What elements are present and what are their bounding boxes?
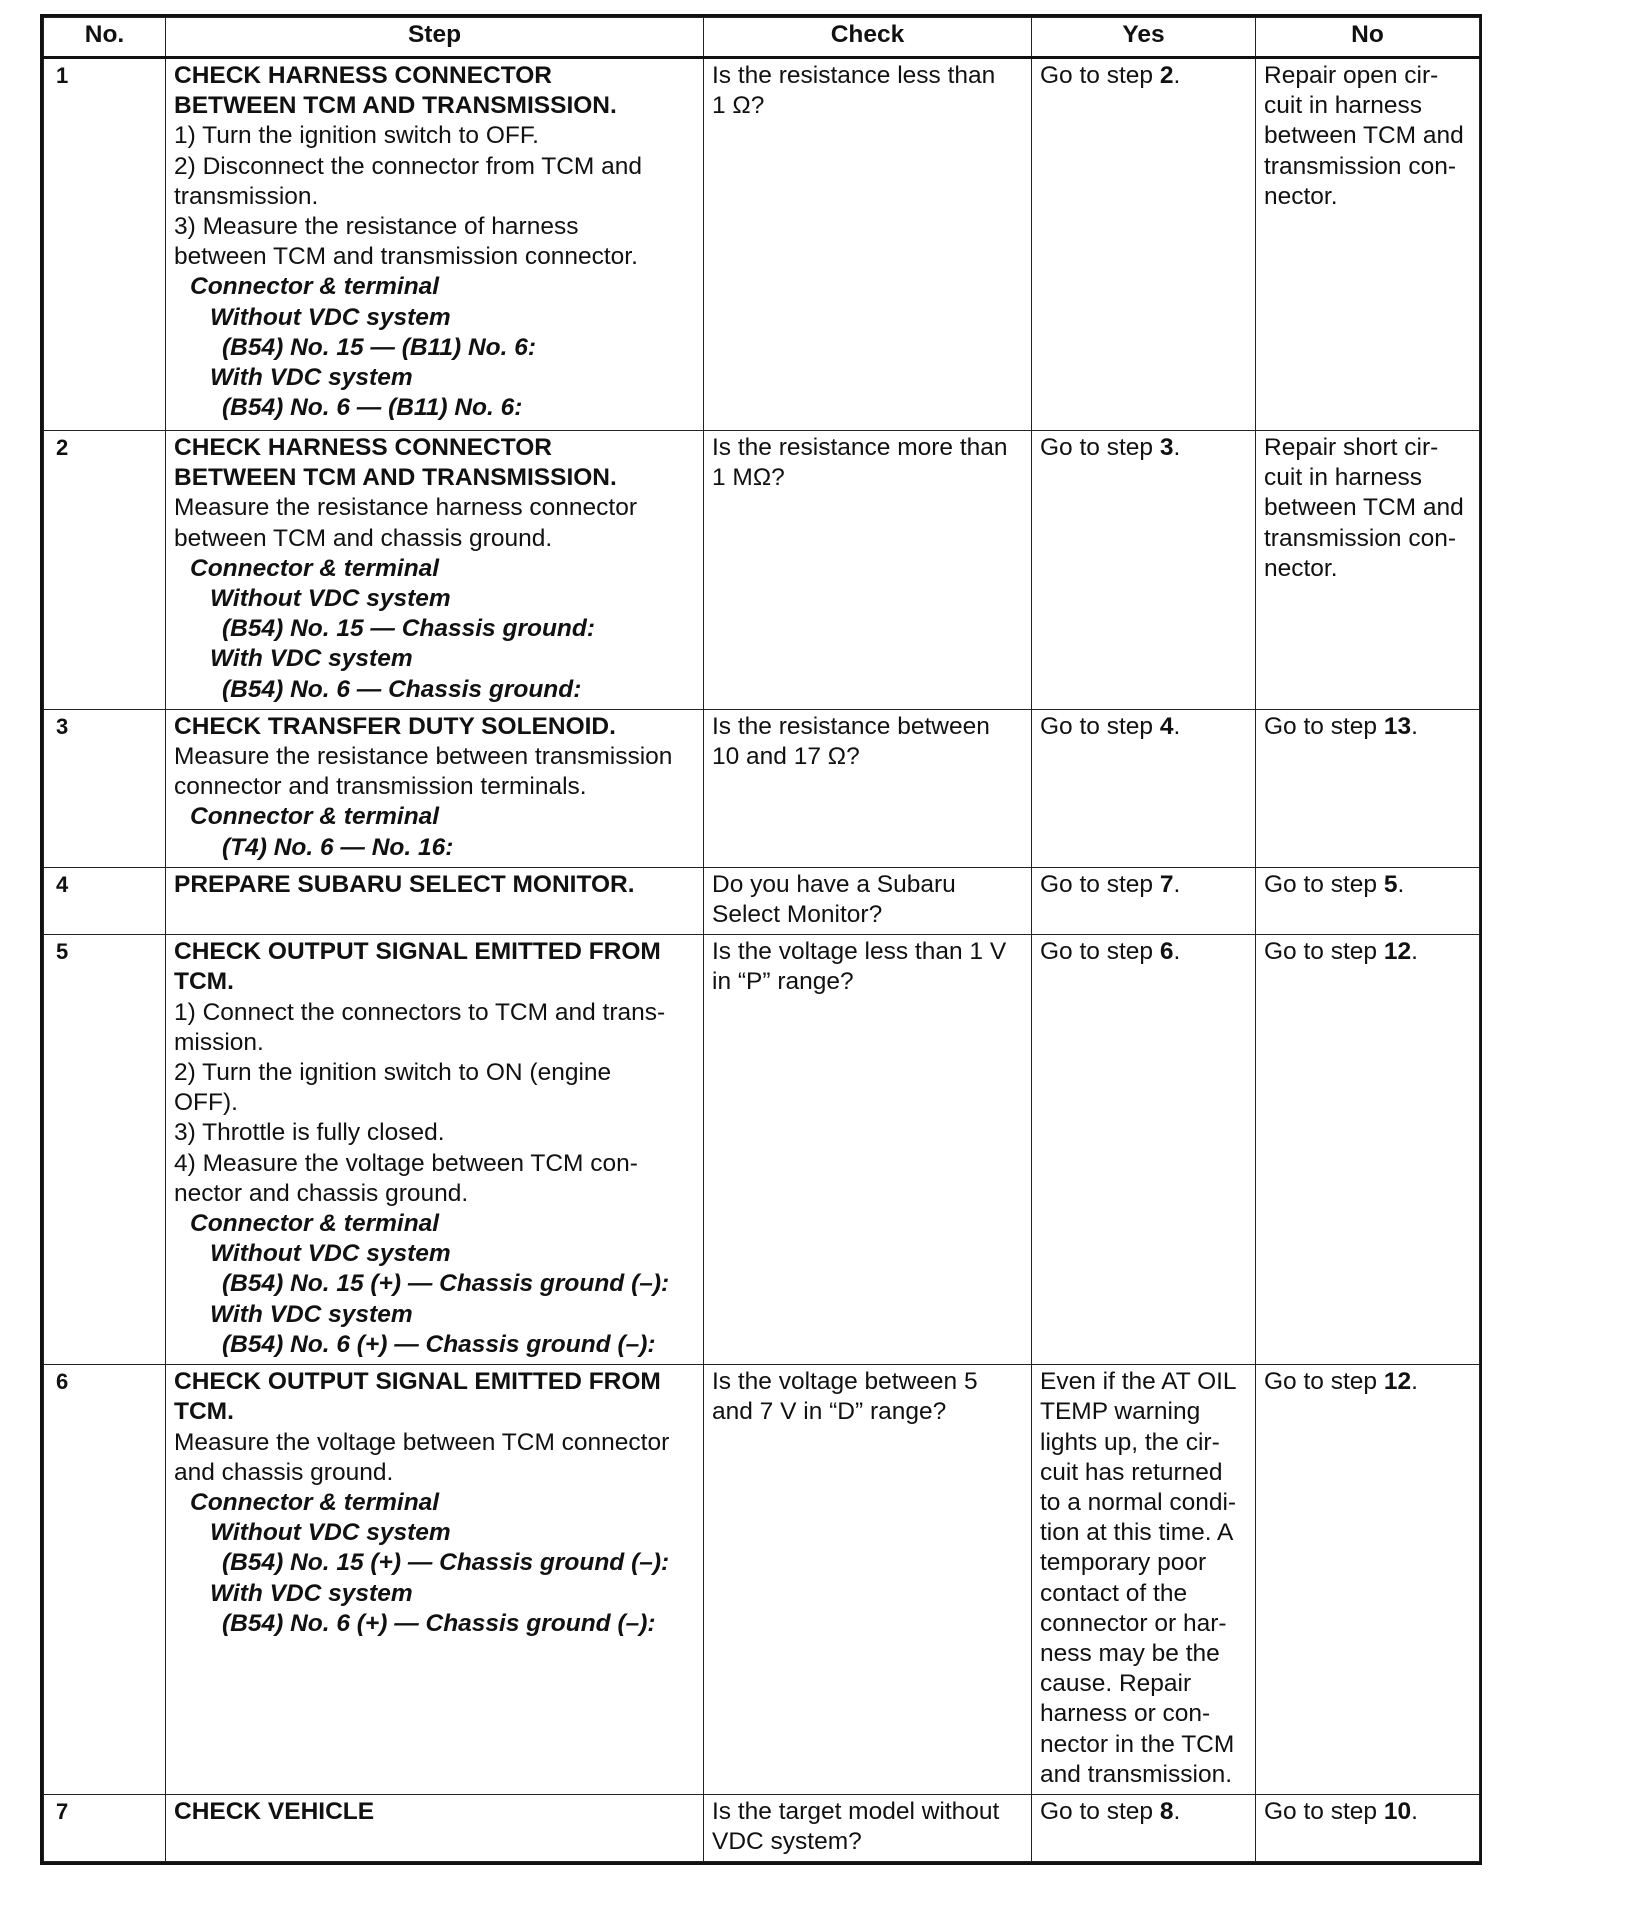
- step-text: 3) Measure the resistance of harness: [174, 213, 579, 241]
- step-text: and chassis ground.: [174, 1458, 394, 1486]
- no-cell: [1256, 867, 1480, 934]
- step-text: 1) Turn the ignition switch to OFF.: [174, 122, 539, 150]
- header-no: No.: [44, 18, 166, 58]
- no-text: between TCM and: [1264, 122, 1464, 150]
- no-text: Go to step: [1264, 712, 1384, 740]
- table-row: [44, 1365, 1480, 1795]
- no-step-number: 12: [1383, 938, 1412, 966]
- step-text: transmission.: [174, 182, 319, 210]
- check-text: in “P” range?: [712, 968, 854, 996]
- no-text-end: .: [1411, 1797, 1418, 1825]
- no-text: Repair short cir-: [1264, 434, 1439, 461]
- step-text: mission.: [174, 1028, 264, 1056]
- header-check: Check: [704, 18, 1032, 58]
- check-text: Is the resistance more than: [712, 434, 1008, 461]
- step-cell: [166, 867, 704, 934]
- step-title: CHECK OUTPUT SIGNAL EMITTED FROM: [174, 938, 661, 966]
- header-step: Step: [166, 18, 704, 58]
- connector-terminal-label: Connector & terminal: [190, 1210, 440, 1238]
- no-text: Go to step: [1264, 938, 1384, 966]
- check-text: Select Monitor?: [712, 901, 883, 929]
- table-row: [44, 1794, 1480, 1861]
- step-title: CHECK HARNESS CONNECTOR: [174, 62, 552, 89]
- check-text: Do you have a Subaru: [712, 870, 956, 898]
- yes-text: lights up, the cir-: [1040, 1428, 1220, 1456]
- step-text: connector and transmission terminals.: [174, 773, 587, 801]
- check-text: 1 Ω?: [712, 92, 765, 120]
- yes-text-end: .: [1173, 938, 1181, 966]
- yes-text-end: .: [1173, 712, 1181, 740]
- yes-step-number: 6: [1159, 938, 1174, 966]
- with-vdc-value: (B54) No. 6 (+) — Chassis ground (–):: [222, 1609, 656, 1637]
- without-vdc-label: Without VDC system: [210, 1519, 451, 1547]
- yes-text-end: .: [1173, 62, 1181, 89]
- connector-terminal-value: (T4) No. 6 — No. 16:: [222, 833, 454, 861]
- step-text: between TCM and chassis ground.: [174, 524, 553, 552]
- with-vdc-label: With VDC system: [210, 1579, 413, 1607]
- step-number: 4: [44, 867, 166, 934]
- yes-text: contact of the: [1040, 1579, 1188, 1607]
- check-cell: [704, 431, 1032, 710]
- check-text: Is the voltage less than 1 V: [712, 938, 1007, 966]
- with-vdc-value: (B54) No. 6 (+) — Chassis ground (–):: [222, 1330, 656, 1358]
- header-row: [44, 18, 1480, 58]
- no-text: nector.: [1264, 554, 1338, 582]
- yes-cell: [1032, 867, 1256, 934]
- yes-text: harness or con-: [1040, 1700, 1211, 1728]
- yes-text: Even if the AT OIL: [1040, 1368, 1237, 1396]
- without-vdc-value: (B54) No. 15 — (B11) No. 6:: [222, 333, 537, 361]
- no-text-end: .: [1411, 938, 1418, 966]
- step-text: Measure the resistance between transmission: [174, 743, 673, 771]
- with-vdc-label: With VDC system: [210, 645, 413, 673]
- check-text: Is the voltage between 5: [712, 1368, 978, 1396]
- connector-terminal-label: Connector & terminal: [190, 554, 440, 582]
- yes-text: tion at this time. A: [1040, 1519, 1234, 1547]
- step-cell: [166, 1794, 704, 1861]
- yes-cell: [1032, 58, 1256, 431]
- table-row: [44, 867, 1480, 934]
- without-vdc-value: (B54) No. 15 (+) — Chassis ground (–):: [222, 1549, 670, 1577]
- step-number: 5: [44, 935, 166, 1365]
- no-text: between TCM and: [1264, 494, 1464, 522]
- no-text-end: .: [1411, 712, 1418, 740]
- step-text: 3) Throttle is fully closed.: [174, 1119, 445, 1147]
- yes-cell: [1032, 935, 1256, 1365]
- yes-text-end: .: [1173, 870, 1181, 898]
- yes-cell: [1032, 1365, 1256, 1795]
- no-text: transmission con-: [1264, 152, 1456, 180]
- yes-text-end: .: [1173, 434, 1181, 461]
- step-text: Measure the resistance harness connector: [174, 494, 638, 522]
- step-cell: [166, 58, 704, 431]
- check-text: 10 and 17 Ω?: [712, 743, 860, 771]
- no-cell: [1256, 935, 1480, 1365]
- yes-step-number: 8: [1159, 1797, 1174, 1825]
- header-yes: Yes: [1032, 18, 1256, 58]
- no-text: cuit in harness: [1264, 92, 1422, 120]
- step-number: 3: [44, 709, 166, 867]
- with-vdc-value: (B54) No. 6 — Chassis ground:: [222, 675, 582, 703]
- no-text: nector.: [1264, 182, 1338, 210]
- header-no-result: No: [1256, 18, 1480, 58]
- no-text-end: .: [1411, 1368, 1418, 1396]
- check-cell: [704, 935, 1032, 1365]
- diagnostic-table: [43, 17, 1480, 1862]
- no-step-number: 5: [1383, 870, 1398, 898]
- yes-text: Go to step: [1040, 434, 1160, 461]
- step-text: 4) Measure the voltage between TCM con-: [174, 1149, 638, 1177]
- yes-text: cause. Repair: [1040, 1670, 1192, 1698]
- no-cell: [1256, 1365, 1480, 1795]
- no-text: Repair open cir-: [1264, 62, 1439, 89]
- yes-text: and transmission.: [1040, 1760, 1233, 1788]
- no-text: transmission con-: [1264, 524, 1456, 552]
- step-text: between TCM and transmission connector.: [174, 243, 638, 271]
- check-text: 1 MΩ?: [712, 464, 785, 492]
- yes-text: ness may be the: [1040, 1639, 1220, 1667]
- check-cell: [704, 1365, 1032, 1795]
- check-text: Is the target model without: [712, 1797, 1000, 1825]
- step-number: 1: [44, 58, 166, 431]
- yes-step-number: 4: [1159, 712, 1174, 740]
- yes-text: Go to step: [1040, 712, 1160, 740]
- step-number: 7: [44, 1794, 166, 1861]
- yes-cell: [1032, 1794, 1256, 1861]
- no-step-number: 12: [1383, 1368, 1412, 1396]
- no-text: Go to step: [1264, 870, 1384, 898]
- check-text: Is the resistance between: [712, 712, 990, 740]
- step-text: Measure the voltage between TCM connector: [174, 1428, 670, 1456]
- yes-text-end: .: [1173, 1797, 1181, 1825]
- check-text: and 7 V in “D” range?: [712, 1398, 947, 1426]
- yes-text: nector in the TCM: [1040, 1730, 1235, 1758]
- without-vdc-value: (B54) No. 15 (+) — Chassis ground (–):: [222, 1270, 670, 1298]
- yes-text: to a normal condi-: [1040, 1488, 1237, 1516]
- step-title: TCM.: [174, 968, 234, 996]
- step-title: BETWEEN TCM AND TRANSMISSION.: [174, 464, 617, 492]
- yes-cell: [1032, 431, 1256, 710]
- without-vdc-label: Without VDC system: [210, 303, 451, 331]
- step-cell: [166, 709, 704, 867]
- table-row: [44, 58, 1480, 431]
- step-title: PREPARE SUBARU SELECT MONITOR.: [174, 870, 635, 898]
- connector-terminal-label: Connector & terminal: [190, 273, 440, 301]
- check-cell: [704, 1794, 1032, 1861]
- yes-text: Go to step: [1040, 938, 1160, 966]
- step-number: 6: [44, 1365, 166, 1795]
- step-title: TCM.: [174, 1398, 234, 1426]
- yes-text: Go to step: [1040, 1797, 1160, 1825]
- yes-text: TEMP warning: [1040, 1398, 1201, 1426]
- connector-terminal-label: Connector & terminal: [190, 1488, 440, 1516]
- no-step-number: 10: [1383, 1797, 1412, 1825]
- without-vdc-label: Without VDC system: [210, 1240, 451, 1268]
- check-text: VDC system?: [712, 1828, 862, 1856]
- no-text: Go to step: [1264, 1368, 1384, 1396]
- step-cell: [166, 431, 704, 710]
- step-title: CHECK OUTPUT SIGNAL EMITTED FROM: [174, 1368, 661, 1396]
- yes-text: temporary poor: [1040, 1549, 1207, 1577]
- connector-terminal-label: Connector & terminal: [190, 803, 440, 831]
- yes-text: Go to step: [1040, 870, 1160, 898]
- no-cell: [1256, 58, 1480, 431]
- step-cell: [166, 935, 704, 1365]
- with-vdc-value: (B54) No. 6 — (B11) No. 6:: [222, 394, 523, 422]
- no-cell: [1256, 431, 1480, 710]
- diagnostic-table-frame: [40, 14, 1482, 1865]
- yes-step-number: 7: [1159, 870, 1174, 898]
- step-title: CHECK HARNESS CONNECTOR: [174, 434, 552, 461]
- step-text: OFF).: [174, 1089, 238, 1117]
- no-step-number: 13: [1383, 712, 1412, 740]
- step-number: 2: [44, 431, 166, 710]
- check-text: Is the resistance less than: [712, 62, 996, 89]
- with-vdc-label: With VDC system: [210, 364, 413, 392]
- table-row: [44, 431, 1480, 710]
- no-text: cuit in harness: [1264, 464, 1422, 492]
- with-vdc-label: With VDC system: [210, 1300, 413, 1328]
- yes-text: cuit has returned: [1040, 1458, 1223, 1486]
- yes-step-number: 3: [1159, 434, 1174, 461]
- without-vdc-label: Without VDC system: [210, 585, 451, 613]
- check-cell: [704, 58, 1032, 431]
- table-row: [44, 935, 1480, 1365]
- step-text: 1) Connect the connectors to TCM and trans-: [174, 998, 666, 1026]
- yes-step-number: 2: [1159, 62, 1174, 89]
- step-title: CHECK VEHICLE: [174, 1797, 375, 1825]
- table-row: [44, 709, 1480, 867]
- yes-text: Go to step: [1040, 62, 1160, 89]
- yes-cell: [1032, 709, 1256, 867]
- check-cell: [704, 709, 1032, 867]
- step-title: BETWEEN TCM AND TRANSMISSION.: [174, 92, 617, 120]
- no-text: Go to step: [1264, 1797, 1384, 1825]
- step-text: nector and chassis ground.: [174, 1179, 469, 1207]
- no-text-end: .: [1397, 870, 1405, 898]
- step-cell: [166, 1365, 704, 1795]
- step-text: 2) Turn the ignition switch to ON (engine: [174, 1059, 612, 1087]
- yes-text: connector or har-: [1040, 1609, 1227, 1637]
- without-vdc-value: (B54) No. 15 — Chassis ground:: [222, 615, 596, 643]
- no-cell: [1256, 709, 1480, 867]
- step-title: CHECK TRANSFER DUTY SOLENOID.: [174, 712, 616, 740]
- no-cell: [1256, 1794, 1480, 1861]
- check-cell: [704, 867, 1032, 934]
- step-text: 2) Disconnect the connector from TCM and: [174, 152, 642, 180]
